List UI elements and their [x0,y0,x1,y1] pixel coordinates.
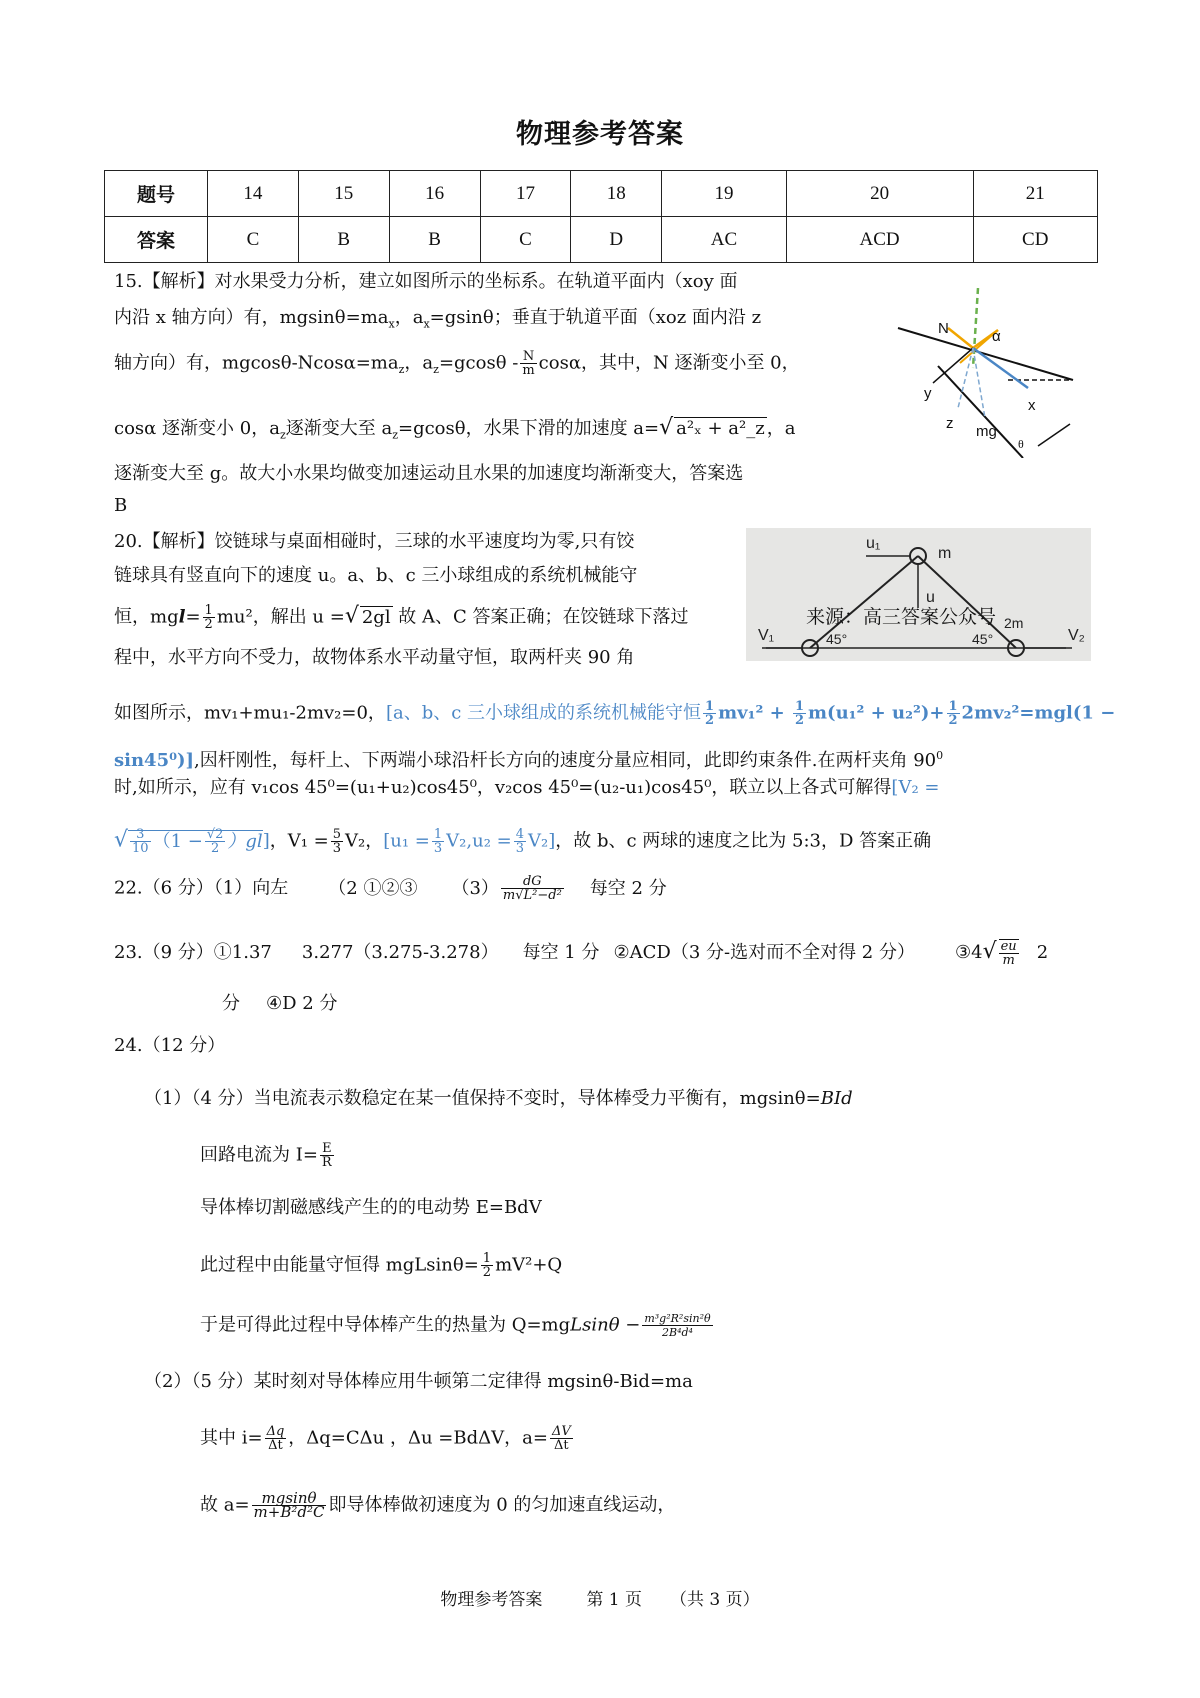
photo-label-u1: u₁ [866,535,881,552]
q24-part1-line-3: 导体棒切割磁感线产生的的电动势 E=BdV [200,1197,542,1218]
q24-heading: 24.（12 分） [114,1035,226,1056]
q24-part1-line-2: 回路电流为 I= $\frac{E}{R}$ [200,1141,332,1170]
q20-line-7: 时,如所示，应有 v₁cos 45⁰=(u₁+u₂)cos45⁰，v₂cos 45⁰=(u₂-u₁)cos45⁰，联立以上各式可解得[V₂ = [114,777,940,798]
row-label-answer: 答案 [105,217,208,263]
photo-label-u: u [926,589,935,606]
table-cell: 15 [298,171,389,217]
fig-label-alpha: α [992,328,1001,345]
q20-line-8: √ $\frac{3}{10}$ （1 − $\frac{√2}{2}$ ）gl]，V₁ = $\frac{5}{3}$ V₂，[u₁ = $\frac{1}{3}$ V₂,u₂ = $\frac{4}{3}$ V₂]，故 b、c 两球的速度之比为 5:3，D 答案正确 [114,827,932,856]
table-cell: 21 [973,171,1098,217]
table-cell: B [298,217,389,263]
table-cell: 17 [480,171,571,217]
fig-label-z: z [946,415,954,432]
table-row [105,171,1098,217]
fig-label-n: N [938,320,949,337]
q20-line-5: 如图所示，mv₁+mu₁-2mv₂=0，[a、b、c 三小球组成的系统机械能守恒 $\frac{1}{2}$ mv₁² + $\frac{1}{2}$ m(u₁² + u₂²)+ $\frac{1}{2}$ 2mv₂²=mgl(1 − [114,699,1116,728]
q15-line-2: 内沿 x 轴方向）有，$mgsin\theta=ma_x$，$a_x=gsin\theta$；垂直于轨道平面（xoz 面内沿 z [114,307,762,331]
q15-force-diagram [888,288,1078,458]
q15-line-3: 轴方向）有，mgcosθ-$Ncos\alpha=ma_z$，$a_z=gcos\theta$ - $\frac{N}{m}$ cosα，其中，N 逐渐变小至 0， [114,349,800,378]
table-cell: 18 [571,171,662,217]
q24-part2-line-1: （2）（5 分）某时刻对导体棒应用牛顿第二定律得 mgsinθ-Bid=ma [144,1371,693,1392]
photo-label-m: m [938,545,952,562]
watermark-source: 来源：高三答案公众号 [806,606,997,628]
table-cell: 16 [389,171,480,217]
q24-part1-line-4: 此过程中由能量守恒得 mgLsinθ= $\frac{1}{2}$ mV²+Q [200,1251,563,1280]
table-row [105,217,1098,263]
q22-line: 22.（6 分）（1）向左 （2 ①②③ （3） $\frac{dG}{\text{m√L²−d²}}$ 每空 2 分 [114,874,667,903]
table-cell: C [208,217,299,263]
q20-line-2: 链球具有竖直向下的速度 u。a、b、c 三小球组成的系统机械能守 [114,565,638,586]
row-label-number: 题号 [105,171,208,217]
q24-part1-line-1: （1）（4 分）当电流表示数稳定在某一值保持不变时，导体棒受力平衡有，mgsinθ=BId [144,1088,853,1109]
fig-label-theta: θ [1018,437,1024,451]
q24-part2-line-3: 故 a= $\frac{mgsin\theta}{\text{m+B²d²C}}$ 即导体棒做初速度为 0 的匀加速直线运动， [200,1489,676,1521]
fig-label-x: x [1028,397,1036,414]
q15-line-1: 15.【解析】对水果受力分析，建立如图所示的坐标系。在轨道平面内（xoy 面 [114,271,738,292]
fig-label-y: y [924,385,932,402]
photo-label-2m: 2m [1004,615,1024,631]
q20-photo-diagram [746,528,1091,661]
q20-line-6: sin45⁰)],因杆刚性，每杆上、下两端小球沿杆长方向的速度分量应相同，此即约束条件.在两杆夹角 $90^0$ [114,749,944,771]
table-cell: CD [973,217,1098,263]
q24-part2-line-2: 其中 i= $\frac{\Delta q}{\Delta t}$ ，Δq=CΔu ，Δu =BdΔV，a= $\frac{\Delta V}{\Delta t}$ [200,1424,571,1453]
page-title: 物理参考答案 [516,119,684,150]
table-cell: C [480,217,571,263]
table-cell: 20 [786,171,973,217]
table-cell: D [571,217,662,263]
table-cell: ACD [786,217,973,263]
table-cell: B [389,217,480,263]
answer-table [104,170,1098,263]
photo-label-45-left: 45° [826,631,848,647]
q20-line-4: 程中，水平方向不受力，故物体系水平动量守恒，取两杆夹 90 角 [114,647,635,668]
photo-label-v2: V₂ [1068,627,1085,644]
q23-line-1: 23.（9 分）①1.37 3.277（3.275-3.278） 每空 1 分 ②ACD（3 分-选对而不全对得 2 分） ③4√ $\frac{eu}{m}$ 2 [114,939,1049,968]
photo-label-45-right: 45° [972,631,994,647]
q23-line-2: 分 ④D 2 分 [222,993,338,1014]
page-footer: 物理参考答案 第 1 页 （共 3 页） [440,1590,760,1610]
fig-label-mg: mg [976,423,997,440]
table-cell: 19 [662,171,786,217]
q24-part1-line-5: 于是可得此过程中导体棒产生的热量为 Q=mgLsinθ − $\frac{\text{m³g²R²sin²θ}}{\text{2B⁴d⁴}}$ [200,1312,711,1339]
q20-line-1: 20.【解析】饺链球与桌面相碰时，三球的水平速度均为零,只有饺 [114,531,635,552]
q20-line-3: 恒，mgl= $\frac{1}{2}$ mu²，解出 u =√ 2gl 故 A、C 答案正确；在饺链球下落过 [114,603,689,632]
q15-line-6: B [114,495,128,516]
table-cell: AC [662,217,786,263]
q15-line-5: 逐渐变大至 g。故大小水果均做变加速运动且水果的加速度均渐渐变大，答案选 [114,463,744,484]
table-cell: 14 [208,171,299,217]
q20-photo-drawing [746,528,1091,661]
photo-label-v1: V₁ [758,627,775,644]
q15-line-4: cosα 逐渐变小 0，$a_z$逐渐变大至 $a_z=gcos\theta$，水果下滑的加速度 a=√ a²ₓ + a²_z ，a [114,415,796,442]
